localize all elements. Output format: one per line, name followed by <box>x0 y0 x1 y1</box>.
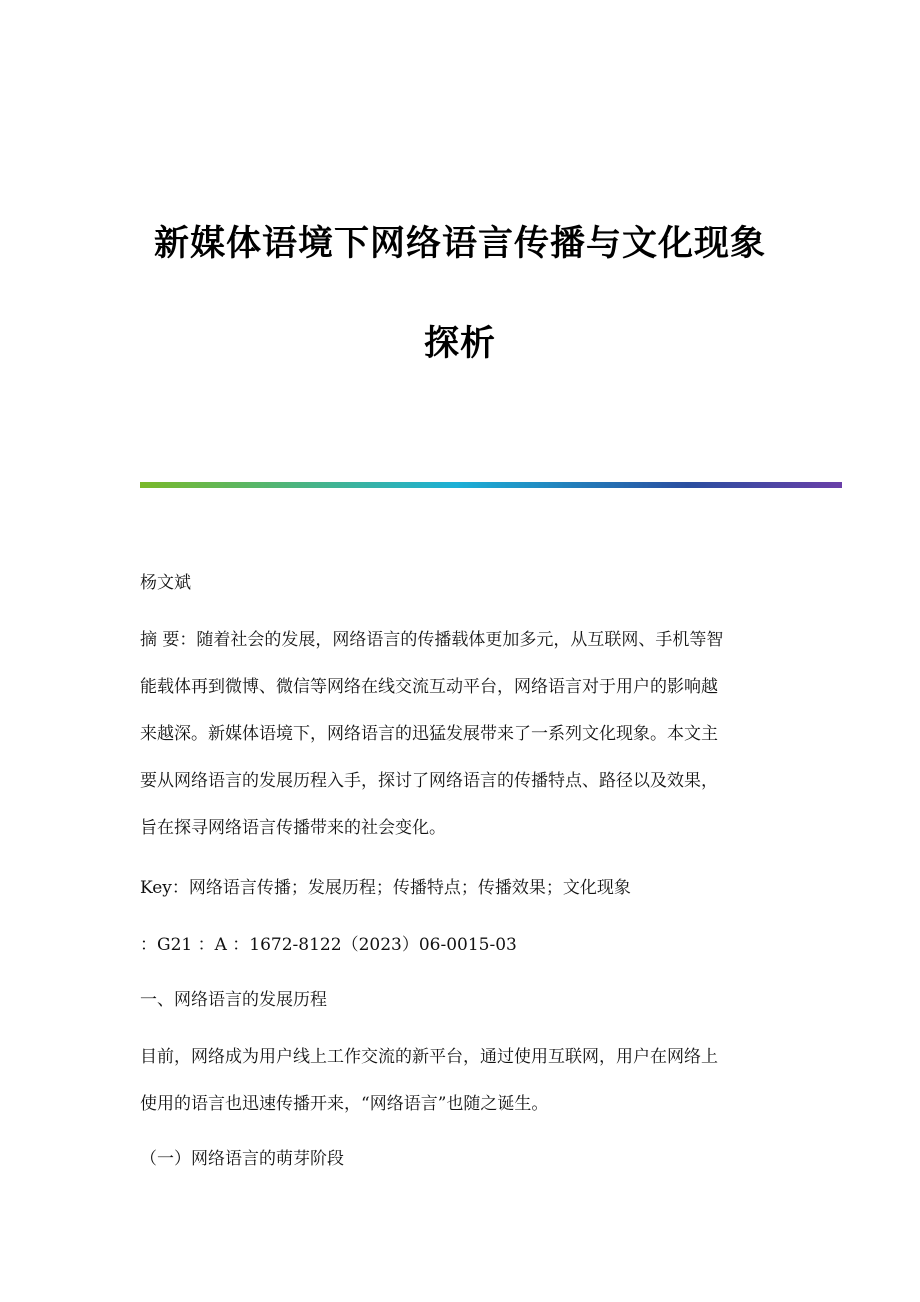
title-divider-rule <box>140 482 842 488</box>
keywords-line: Key：网络语言传播；发展历程；传播特点；传播效果；文化现象 <box>140 878 631 898</box>
abstract-line-4: 要从网络语言的发展历程入手，探讨了网络语言的传播特点、路径以及效果， <box>140 771 718 791</box>
abstract-line-5: 旨在探寻网络语言传播带来的社会变化。 <box>140 818 446 838</box>
section-1-paragraph-line-1: 目前，网络成为用户线上工作交流的新平台，通过使用互联网，用户在网络上 <box>140 1047 718 1067</box>
subsection-1-heading: （一）网络语言的萌芽阶段 <box>140 1149 344 1169</box>
abstract-line-1: 摘 要：随着社会的发展，网络语言的传播载体更加多元，从互联网、手机等智 <box>140 630 724 650</box>
section-1-paragraph-line-2: 使用的语言也迅速传播开来，“网络语言”也随之诞生。 <box>140 1094 549 1114</box>
classification-line: ：G21 ：A ：1672-8122（2023）06-0015-03 <box>140 935 517 955</box>
abstract-line-2: 能载体再到微博、微信等网络在线交流互动平台，网络语言对于用户的影响越 <box>140 677 718 697</box>
author-name: 杨文斌 <box>140 573 191 593</box>
section-1-heading: 一、网络语言的发展历程 <box>140 990 327 1010</box>
abstract-line-3: 来越深。新媒体语境下，网络语言的迅猛发展带来了一系列文化现象。本文主 <box>140 724 718 744</box>
page-title-line-2: 探析 <box>423 324 496 364</box>
page-title-line-1: 新媒体语境下网络语言传播与文化现象 <box>153 224 766 264</box>
